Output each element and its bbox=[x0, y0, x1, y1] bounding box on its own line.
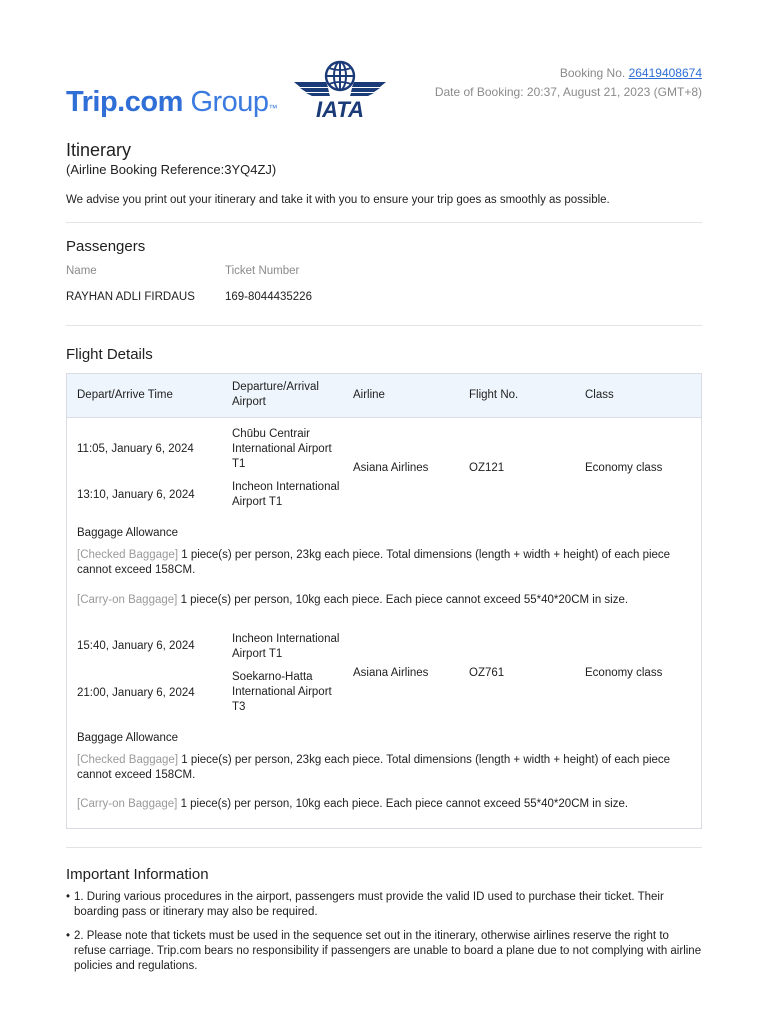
carry-on-baggage-tag: [Carry-on Baggage] bbox=[77, 594, 178, 606]
svg-text:IATA: IATA bbox=[315, 97, 365, 120]
flight-details-title: Flight Details bbox=[66, 346, 153, 363]
booking-date-label: Date of Booking: bbox=[434, 85, 524, 99]
bullet: • bbox=[66, 891, 71, 903]
checked-baggage-tag: [Checked Baggage] bbox=[77, 754, 179, 766]
depart-time: 15:40, January 6, 2024 bbox=[77, 640, 195, 652]
trip-com-group-logo bbox=[66, 84, 277, 120]
booking-number-label: Booking No. bbox=[559, 66, 626, 80]
checked-baggage-line bbox=[77, 753, 689, 783]
cabin-class: Economy class bbox=[585, 462, 663, 474]
ticket-number: 169-8044435226 bbox=[225, 291, 312, 303]
bullet: • bbox=[66, 930, 71, 942]
baggage-allowance-title: Baggage Allowance bbox=[77, 732, 179, 744]
passengers-title: Passengers bbox=[66, 238, 146, 255]
carry-on-baggage-line bbox=[77, 797, 689, 812]
carry-on-baggage-line bbox=[77, 593, 689, 608]
info-item-text: 2. Please note that tickets must be used in the sequence set out in the itinerary, otherwise airlines reserve the right to refuse carriage. Trip.com bears no responsibility if passengers are unable to board a plane due to not complying with airline policies and regulations. bbox=[74, 930, 702, 972]
flight-number: OZ121 bbox=[469, 462, 505, 474]
arrive-time: 21:00, January 6, 2024 bbox=[77, 687, 195, 699]
important-information-title: Important Information bbox=[66, 866, 209, 883]
arrive-time: 13:10, January 6, 2024 bbox=[77, 489, 195, 501]
logo-com-text: com bbox=[124, 86, 183, 118]
important-information-list bbox=[66, 890, 702, 983]
print-advice: We advise you print out your itinerary and take it with you to ensure your trip goes as smoothly as possible. bbox=[66, 194, 610, 206]
flight-details-table bbox=[66, 373, 702, 829]
page-header bbox=[0, 0, 768, 130]
logo-trademark: ™ bbox=[268, 103, 278, 113]
baggage-allowance-title: Baggage Allowance bbox=[77, 527, 179, 539]
header-airline: Airline bbox=[353, 389, 385, 401]
carry-on-baggage-text: 1 piece(s) per person, 10kg each piece. Each piece cannot exceed 55*40*20CM in size. bbox=[177, 594, 629, 606]
list-item bbox=[66, 890, 702, 920]
list-item bbox=[66, 929, 702, 974]
checked-baggage-text: 1 piece(s) per person, 23kg each piece. Total dimensions (length + width + height) of each piece cannot exceed 158CM. bbox=[77, 549, 671, 576]
header-class: Class bbox=[585, 389, 614, 401]
iata-logo bbox=[292, 60, 388, 120]
arrive-airport: Soekarno-Hatta International Airport T3 bbox=[232, 671, 332, 713]
ticket-number-label: Ticket Number bbox=[225, 265, 300, 277]
divider bbox=[66, 847, 702, 848]
flight-number: OZ761 bbox=[469, 667, 505, 679]
header-depart-arrive-time: Depart/Arrive Time bbox=[77, 389, 173, 401]
arrive-airport: Incheon International Airport T1 bbox=[232, 481, 340, 508]
booking-info bbox=[435, 64, 702, 102]
depart-airport: Chūbu Centrair International Airport T1 bbox=[232, 428, 332, 470]
passenger-name-label: Name bbox=[66, 265, 97, 277]
booking-date-value: 20:37, August 21, 2023 (GMT+8) bbox=[526, 85, 702, 99]
airline-booking-reference: (Airline Booking Reference:3YQ4ZJ) bbox=[66, 162, 277, 177]
divider bbox=[66, 222, 702, 223]
cabin-class: Economy class bbox=[585, 667, 663, 679]
checked-baggage-line bbox=[77, 548, 689, 578]
header-airport: Departure/Arrival Airport bbox=[232, 381, 319, 408]
logo-dot: . bbox=[117, 86, 125, 118]
airline-name: Asiana Airlines bbox=[353, 462, 429, 474]
checked-baggage-tag: [Checked Baggage] bbox=[77, 549, 179, 561]
flight-table-header bbox=[67, 374, 701, 418]
carry-on-baggage-tag: [Carry-on Baggage] bbox=[77, 798, 178, 810]
airline-name: Asiana Airlines bbox=[353, 667, 429, 679]
depart-airport: Incheon International Airport T1 bbox=[232, 633, 340, 660]
logo-group-text: Group bbox=[190, 86, 269, 118]
divider bbox=[66, 325, 702, 326]
carry-on-baggage-text: 1 piece(s) per person, 10kg each piece. Each piece cannot exceed 55*40*20CM in size. bbox=[177, 798, 629, 810]
logo-trip-text: Trip bbox=[66, 86, 118, 118]
header-flight-no: Flight No. bbox=[469, 389, 519, 401]
booking-date-line bbox=[435, 83, 702, 102]
passenger-name: RAYHAN ADLI FIRDAUS bbox=[66, 291, 195, 303]
booking-number-line bbox=[435, 64, 702, 83]
checked-baggage-text: 1 piece(s) per person, 23kg each piece. Total dimensions (length + width + height) of each piece cannot exceed 158CM. bbox=[77, 754, 671, 781]
booking-number-link[interactable]: 26419408674 bbox=[628, 66, 702, 80]
depart-time: 11:05, January 6, 2024 bbox=[77, 443, 194, 455]
info-item-text: 1. During various procedures in the airport, passengers must provide the valid ID used to purchase their ticket. Their boarding pass or itinerary may also be required. bbox=[74, 891, 664, 918]
itinerary-title: Itinerary bbox=[66, 140, 132, 160]
